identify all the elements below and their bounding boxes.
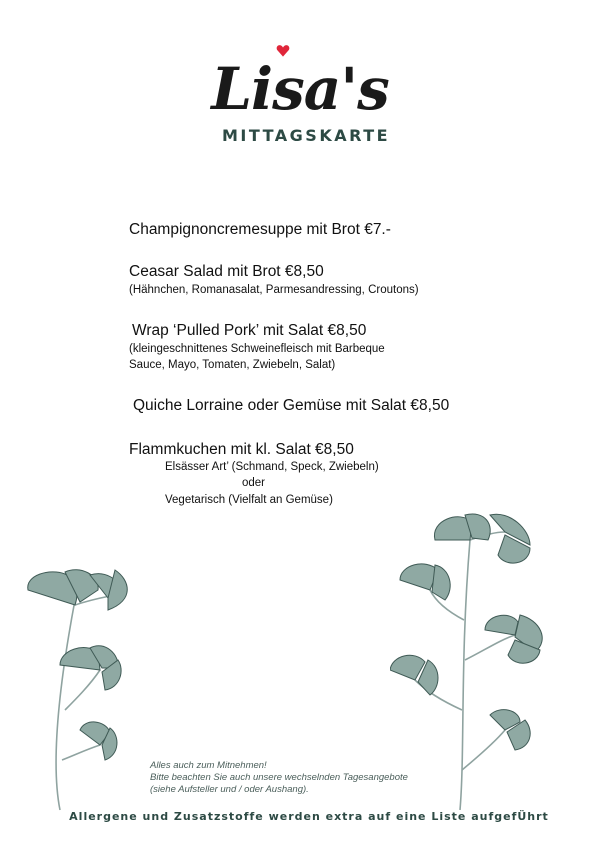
takeaway-note xyxy=(150,760,408,796)
note-line: Bitte beachten Sie auch unsere wechselnden Tagesangebote xyxy=(150,772,408,783)
menu-item-desc: Sauce, Mayo, Tomaten, Zwiebeln, Salat) xyxy=(129,359,336,371)
menu-item-title: Quiche Lorraine oder Gemüse mit Salat €8,50 xyxy=(133,397,450,414)
menu-item-flammkuchen xyxy=(129,440,354,460)
menu-item-desc: (kleingeschnittenes Schweinefleisch mit Barbeque xyxy=(129,343,385,355)
menu-item-desc: (Hähnchen, Romanasalat, Parmesandressing, Croutons) xyxy=(129,284,419,296)
menu-item-quiche xyxy=(133,396,449,416)
page-subtitle: MITTAGSKARTE xyxy=(221,126,391,145)
note-line: (siehe Aufsteller und / oder Aushang). xyxy=(150,784,309,795)
menu-item-wrap xyxy=(129,321,385,373)
logo-text: Lisa's xyxy=(211,55,389,123)
menu-item-salad xyxy=(129,262,419,298)
ginkgo-left-illustration xyxy=(20,560,160,820)
note-line: Alles auch zum Mitnehmen! xyxy=(150,760,267,771)
menu-item-title: Wrap ‘Pulled Pork’ mit Salat €8,50 xyxy=(132,322,367,339)
menu-item-desc: oder xyxy=(242,477,266,489)
menu-item-desc: Elsässer Art’ (Schmand, Speck, Zwiebeln) xyxy=(165,461,379,473)
allergen-footer: Allergene und Zusatzstoffe werden extra auf eine Liste aufgefÜhrt xyxy=(69,810,549,823)
menu-item-soup xyxy=(129,220,391,240)
logo xyxy=(0,34,595,129)
menu-item-title: Flammkuchen mit kl. Salat €8,50 xyxy=(129,441,354,458)
menu-item-title: Ceasar Salad mit Brot €8,50 xyxy=(129,263,324,280)
ginkgo-right-illustration xyxy=(390,510,560,810)
menu-item-desc: Vegetarisch (Vielfalt an Gemüse) xyxy=(165,494,333,506)
menu-item-title: Champignoncremesuppe mit Brot €7.- xyxy=(129,221,391,238)
